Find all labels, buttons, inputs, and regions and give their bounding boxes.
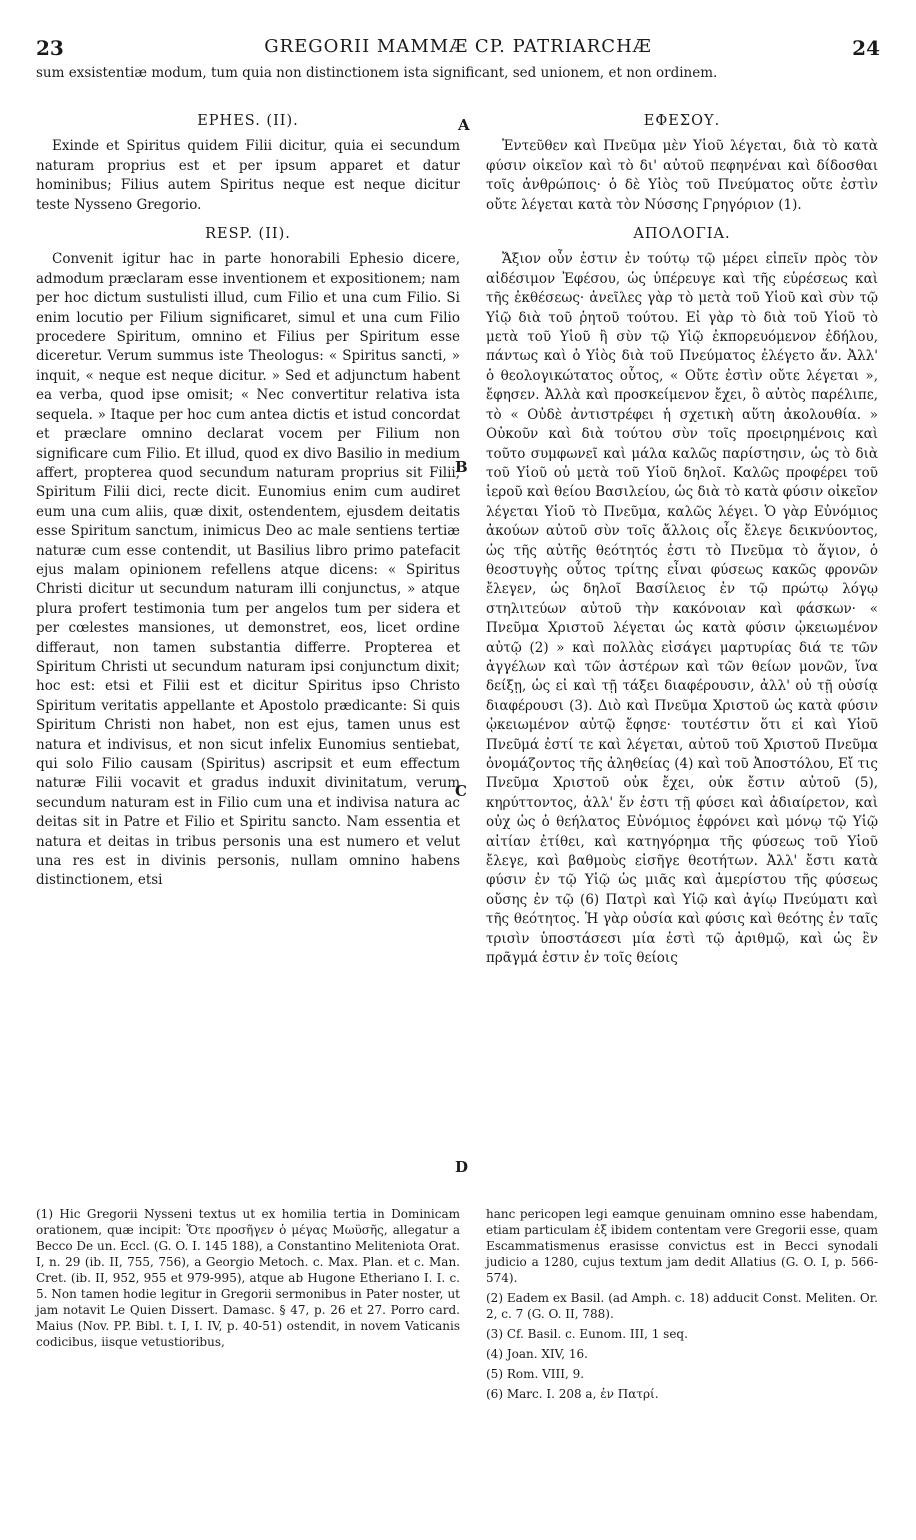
- latin-column: [36, 112, 460, 901]
- footnote: (5) Rom. VIII, 9.: [486, 1367, 585, 1381]
- ephes-heading-latin: EPHES. (II).: [197, 113, 299, 129]
- page-number-right: 24: [852, 36, 880, 60]
- running-header: [36, 36, 880, 62]
- footnote: (1) Hic Gregorii Nysseni textus ut ex homilia tertia in Dominicam orationem, quæ incipit: Ὅτε προσῆγεν ὁ μέγας Μωϋσῆς, allegatur a Becco De un. Eccl. (G. O. I. 145 188), a Constantino Meliteniota Orat. I, n. 29 (ib. II, 755, 756), a Georgio Metoch. c. Max. Plan. et c. Man. Cret. (ib. II, 952, 955 et 979-995), atque ab Hugone Etheriano I. I. c. 5. Non tamen hodie legitur in Gregorii sermonibus in Pater noster, ut jam notavit Le Quien Dissert. Damasc. § 47, p. 26 et 27. Porro card. Maius (Nov. PP. Bibl. t. I, I. IV, p. 40-51) ostendit, in novem Vaticanis codicibus, iisque vetustioribus,: [36, 1207, 460, 1349]
- footnote: hanc pericopen legi eamque genuinam omnino esse habendam, etiam particulam ἐξ ibidem contentam vere Gregorii esse, quam Escammatismenus erasisse convictus est in Becci synodali judicio a 1280, cujus textum jam dedit Allatius (G. O. I, p. 566-574).: [486, 1207, 878, 1285]
- greek-column: [486, 112, 878, 978]
- footnote: (3) Cf. Basil. c. Eunom. III, 1 seq.: [486, 1327, 688, 1341]
- apologia-text-greek: Ἄξιον οὖν ἐστιν ἐν τούτῳ τῷ μέρει εἰπεῖν πρὸς τὸν αἰδέσιμον Ἐφέσου, ὡς ὑπέρευγε καὶ τῆς εὑρέσεως καὶ τῆς ἐκθέσεως· ἀνεῖλες γὰρ τὸ μετὰ τοῦ Υἱοῦ καὶ σὺν τῷ Υἱῷ διὰ τοῦ ῥητοῦ τούτου. Εἰ γὰρ τὸ διὰ τοῦ Υἱοῦ τὸ μετὰ τοῦ Υἱοῦ ἢ σὺν τῷ Υἱῷ ἐκπορευόμενον ἐδήλου, πάντως καὶ ὁ Υἱὸς διὰ τοῦ Πνεύματος ἐλέγετο ἄν. Ἀλλ' ὁ θεολογικώτατος οὗτος, « Οὔτε ἐστὶν οὔτε λέγεται », ἔφησεν. Ἀλλὰ καὶ προσκείμενον ἔχει, ὃ αὐτὸς παρέλιπε, τὸ « Οὐδὲ ἀντιστρέφει ἡ σχετικὴ αὕτη ἀκολουθία. » Οὐκοῦν καὶ διὰ τούτου σὺν τοῖς προειρημένοις καὶ τοῦτο συμφωνεῖ καὶ μάλα καλῶς παρίστησιν, ὡς τὸ διὰ τοῦ Υἱοῦ οὐ μετὰ τοῦ Υἱοῦ δηλοῖ. Καλῶς προφέρει τοῦ ἱεροῦ καὶ θείου Βασιλείου, ὡς διὰ τὸ κατὰ φύσιν οἰκεῖον λέγεται Υἱοῦ τὸ Πνεῦμα, καλῶς λέγει. Ὁ γὰρ Εὐνόμιος ἀκούων αὐτοῦ σὺν τοῖς ἄλλοις οἷς ἔλεγε δεικνύοντος, ὡς τῆς αὐτῆς θεότητός ἐστι τὸ Πνεῦμα τὸ ἅγιον, ὁ θεοστυγὴς οὗτος τρίτης εἶναι φύσεως κακῶς φρονῶν ἔλεγεν, ὡς δηλοῖ Βασίλειος ἐν τῷ πρώτῳ λόγῳ στηλιτεύων αὐτοῦ τὴν κακόνοιαν καὶ φάσκων· « Πνεῦμα Χριστοῦ λέγεται ὡς κατὰ φύσιν ᾠκειωμένον αὐτῷ (2) » καὶ πολλὰς εἰσάγει μαρτυρίας διά τε τῶν ἀγγέλων καὶ τῶν ἀστέρων καὶ τῶν θείων μονῶν, ἵνα δείξῃ, ὡς εἰ καὶ τῇ τάξει διαφέρουσιν, ἀλλ' οὐ τῇ οὐσίᾳ διαφέρουσι (3). Διὸ καὶ Πνεῦμα Χριστοῦ ὡς κατὰ φύσιν ᾠκειωμένον αὐτῷ ἔφησε· τουτέστιν ὅτι εἰ καὶ Υἱοῦ Πνεῦμά ἐστί τε καὶ λέγεται, αὐτοῦ τοῦ Χριστοῦ Πνεῦμα ὀνομάζοντος τῆς ἀληθείας (4) καὶ τοῦ Ἀποστόλου, Εἴ τις Πνεῦμα Χριστοῦ οὐκ ἔχει, οὐκ ἔστιν αὐτοῦ (5), κηρύττοντος, ἀλλ' ἕν ἐστι τῇ φύσει καὶ ἀδιαίρετον, καὶ οὐχ ὡς ὁ θεήλατος Εὐνόμιος ἐφρόνει καὶ μόνῳ τῷ Υἱῷ αἰτίαν ἐτίθει, καὶ κατηγόρημα τῆς φύσεως τοῦ Υἱοῦ ἔλεγε, καὶ βαθμοὺς εἰσῆγε θεοτήτων. Ἀλλ' ἔστι κατὰ φύσιν ἐν τῷ Υἱῷ ὡς μιᾶς καὶ ἀμερίστου τῆς φύσεως οὔσης ἐν τῷ (6) Πατρὶ καὶ Υἱῷ καὶ ἁγίῳ Πνεύματι καὶ τῆς θεότητος. Ἡ γὰρ οὐσία καὶ φύσις καὶ θεότης ἐν ταῖς τρισὶν ὑποστάσεσι μία ἐστὶ τῷ ἀριθμῷ, καὶ ὡς ἓν πρᾶγμά ἐστιν ἐν τοῖς θείοις: [486, 251, 878, 967]
- resp-heading-latin: RESP. (II).: [205, 226, 291, 243]
- footnotes-right: [486, 1206, 878, 1406]
- section-marker-b: B: [455, 458, 468, 476]
- section-marker-d: D: [455, 1158, 469, 1176]
- footnote: (6) Marc. I. 208 a, ἐν Πατρί.: [486, 1387, 659, 1401]
- section-marker-c: C: [455, 782, 467, 800]
- page-number-left: 23: [36, 36, 64, 60]
- resp-text-latin: Convenit igitur hac in parte honorabili Ephesio dicere, admodum præclaram esse inventionem et expositionem; nam per hoc dictum sustulisti illud, cum Filio et una cum Filio. Si enim locutio per Filium significaret, simul et una cum Filio procedere Spiritum, omnino et Filius per Spiritum esse diceretur. Verum summus iste Theologus: « Spiritus sancti, » inquit, « neque est neque dicitur. » Sed et adjunctum habent ea verba, quod ipse omisit; « Nec convertitur relativa ista sequela. » Itaque per hoc cum antea dictis et istud concordat et præclare omnino declarat vocem per Filium non significare cum Filio. Et illud, quod ex divo Basilio in medium affert, propterea quod secundum naturam proprius sit Filii, Spiritum Filii dici, recte dicit. Eunomius enim cum audiret eum una cum aliis, quæ dixit, ostendentem, ejusdem deitatis esse Spiritum sanctum, inimicus Deo ac male sentiens tertiæ naturæ cum esse contendit, ut Basilius libro primo patefacit ejus malam opinionem refellens atque dicens: « Spiritus Christi dicitur ut secundum naturam illi conjunctus, » atque plura profert testimonia tum per angelos tum per sidera et per cœlestes mansiones, ut demonstret, eos, licet ordine differaut, non tamen substantia differre. Propterea et Spiritum Christi ut secundum naturam ipsi conjunctum dixit; hoc est: etsi et Filii est et dicitur Spiritus ipso Christo Spiritum veritatis appellante et Apostolo prædicante: Si quis Spiritum Christi non habet, non est ejus, tamen unus est natura et indivisus, et non sicut infelix Eunomius sentiebat, qui solo Filio causam (Spiritus) ascripsit et eum effectum naturæ Filii vocavit et gradus induxit divinitatum, verum secundum naturam est in Filio cum una et indivisa natura ac deitas sit in Patre et Filio et Spiritu sancto. Nam essentia et natura et deitas in tribus personis una est numero et velut una res est in divinis personis, nullam omnino habens distinctionem, etsi: [36, 251, 460, 889]
- ephes-text-latin: Exinde et Spiritus quidem Filii dicitur, quia ei secundum naturam proprius est et per ipsum apparet et datur hominibus; Filius autem Spiritus neque est neque dicitur teste Nysseno Gregorio.: [36, 138, 460, 213]
- footnote: (2) Eadem ex Basil. (ad Amph. c. 18) adducit Const. Meliten. Or. 2, c. 7 (G. O. II, 788).: [486, 1291, 878, 1321]
- intro-text: sum exsistentiæ modum, tum quia non distinctionem ista significant, sed unionem, et non ordinem.: [36, 65, 718, 81]
- apologia-heading-greek: ΑΠΟΛΟΓΙΑ.: [633, 226, 731, 243]
- section-marker-a: A: [458, 116, 470, 134]
- footnotes-left: [36, 1206, 460, 1354]
- ephes-text-greek: Ἐντεῦθεν καὶ Πνεῦμα μὲν Υἱοῦ λέγεται, διὰ τὸ κατὰ φύσιν οἰκεῖον καὶ τὸ δι' αὐτοῦ πεφηνέναι καὶ δίδοσθαι τοῖς ἀνθρώποις· ὁ δὲ Υἱὸς τοῦ Πνεύματος οὔτε ἐστὶν οὔτε λέγεται κατὰ τὸν Νύσσης Γρηγόριον (1).: [486, 138, 878, 213]
- running-title: GREGORII MAMMÆ CP. PATRIARCHÆ: [264, 36, 652, 57]
- ephes-heading-greek: ΕΦΕΣΟΥ.: [643, 113, 721, 129]
- footnote: (4) Joan. XIV, 16.: [486, 1347, 588, 1361]
